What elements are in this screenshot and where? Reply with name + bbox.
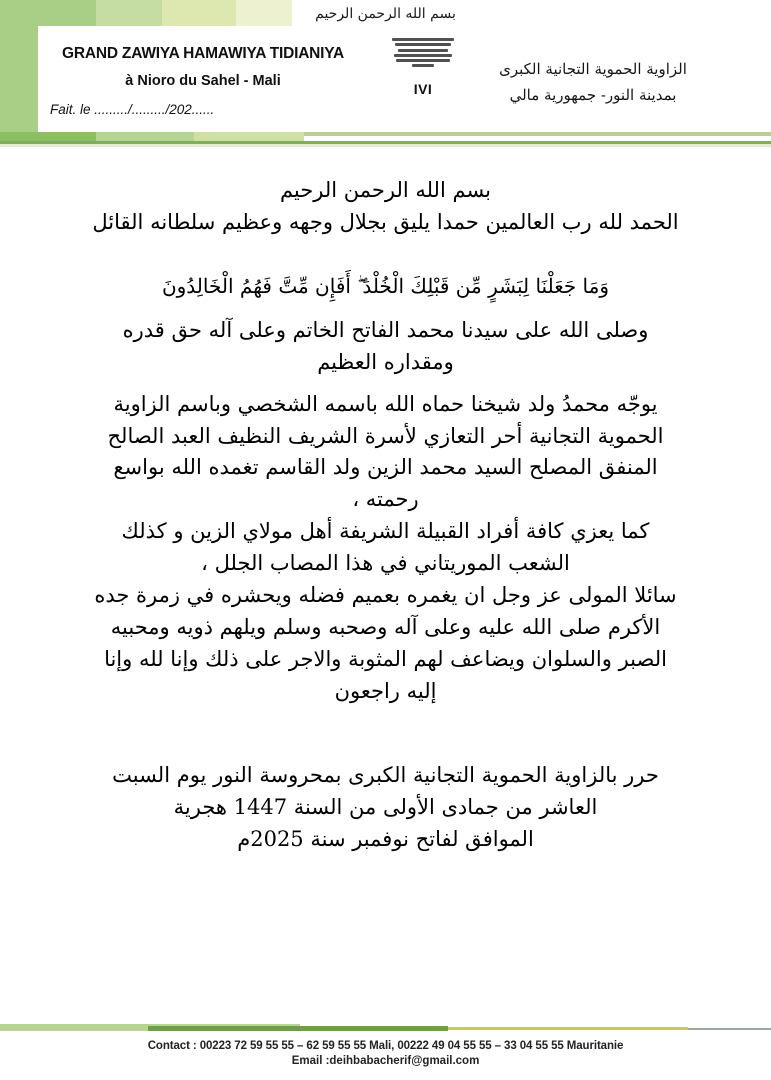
date-blank-field[interactable]: Fait. le ........./........./202...... xyxy=(50,102,215,118)
footer-text-block xyxy=(0,1040,771,1067)
quran-verse: وَمَا جَعَلْنَا لِبَشَرٍ مِّن قَبْلِكَ الْخُلْدَ ۖ أَفَإِن مِّتَّ فَهُمُ الْخَالِدُونَ xyxy=(161,273,610,298)
decorative-strip-4 xyxy=(304,132,771,136)
letterhead-right-block xyxy=(443,56,743,109)
footer-bar-4 xyxy=(688,1028,771,1030)
letter-body xyxy=(0,175,771,855)
organization-location: à Nioro du Sahel - Mali xyxy=(125,73,281,90)
salawat-line-2: ومقداره العظيم xyxy=(317,349,454,374)
footer xyxy=(0,1016,771,1080)
condolence-line-3: المنفق المصلح السيد محمد الزين ولد القاسم تغمده الله بواسع xyxy=(113,455,658,480)
letterhead xyxy=(0,0,771,147)
condolence-line-4: رحمته ، xyxy=(352,487,419,512)
organization-location-arabic: بمدينة النور- جمهورية مالي xyxy=(509,86,677,105)
organization-name-arabic: الزاوية الحموية التجانية الكبرى xyxy=(499,60,687,78)
letterhead-divider-thin xyxy=(0,144,771,147)
footer-bar-3 xyxy=(448,1027,688,1030)
tribe-condolence-line-1: كما يعزي كافة أفراد القبيلة الشريفة أهل مولاي الزين و كذلك xyxy=(121,519,650,544)
decorative-strip-1 xyxy=(0,132,96,141)
prayer-line-4: إليه راجعون xyxy=(334,678,437,703)
footer-bar-2 xyxy=(148,1026,448,1031)
tribe-condolence-line-2: الشعب الموريتاني في هذا المصاب الجلل ، xyxy=(201,551,570,576)
decorative-strip-3 xyxy=(194,132,304,141)
prayer-line-3: الصبر والسلوان ويضاعف لهم المثوبة والاجر على ذلك وإنا لله وإنا xyxy=(104,646,667,671)
organization-name: GRAND ZAWIYA HAMAWIYA TIDIANIYA xyxy=(61,45,344,62)
salawat-line-1: وصلى الله على سيدنا محمد الفاتح الخاتم وعلى آله حق قدره xyxy=(122,317,649,342)
seal-mark-label: IVI xyxy=(413,81,433,98)
header-bismillah: بسم الله الرحمن الرحيم xyxy=(315,6,456,22)
footer-email[interactable]: Email :deihbabacherif@gmail.com xyxy=(291,1055,480,1067)
body-bismillah: بسم الله الرحمن الرحيم xyxy=(279,178,492,202)
praise-line: الحمد لله رب العالمين حمدا يليق بجلال وجهه وعظيم سلطانه القائل xyxy=(92,209,679,234)
prayer-line-2: الأكرم صلى الله عليه وعلى آله وصحبه وسلم ويلهم ذويه ومحبيه xyxy=(110,614,661,639)
decorative-strip-2 xyxy=(96,132,194,141)
closing-line-1: حرر بالزاوية الحموية التجانية الكبرى بمحروسة النور يوم السبت xyxy=(112,762,659,787)
condolence-line-1: يوجّه محمدُ ولد شيخنا حماه الله باسمه الشخصي وباسم الزاوية xyxy=(113,391,658,416)
condolence-line-2: الحموية التجانية أحر التعازي لأسرة الشريف النظيف العبد الصالح xyxy=(107,423,664,448)
footer-contact-numbers: Contact : 00223 72 59 55 55 – 62 59 55 55 Mali, 00222 49 04 55 55 – 33 04 55 55 Mauritanie xyxy=(147,1040,624,1052)
closing-line-3: الموافق لفاتح نوفمبر سنة 2025م xyxy=(237,826,534,851)
letterhead-left-block xyxy=(38,44,368,117)
prayer-line-1: سائلا المولى عز وجل ان يغمره بعميم فضله ويحشره في زمرة جده xyxy=(94,583,677,608)
closing-line-2: العاشر من جمادى الأولى من السنة 1447 هجرية xyxy=(173,794,598,819)
